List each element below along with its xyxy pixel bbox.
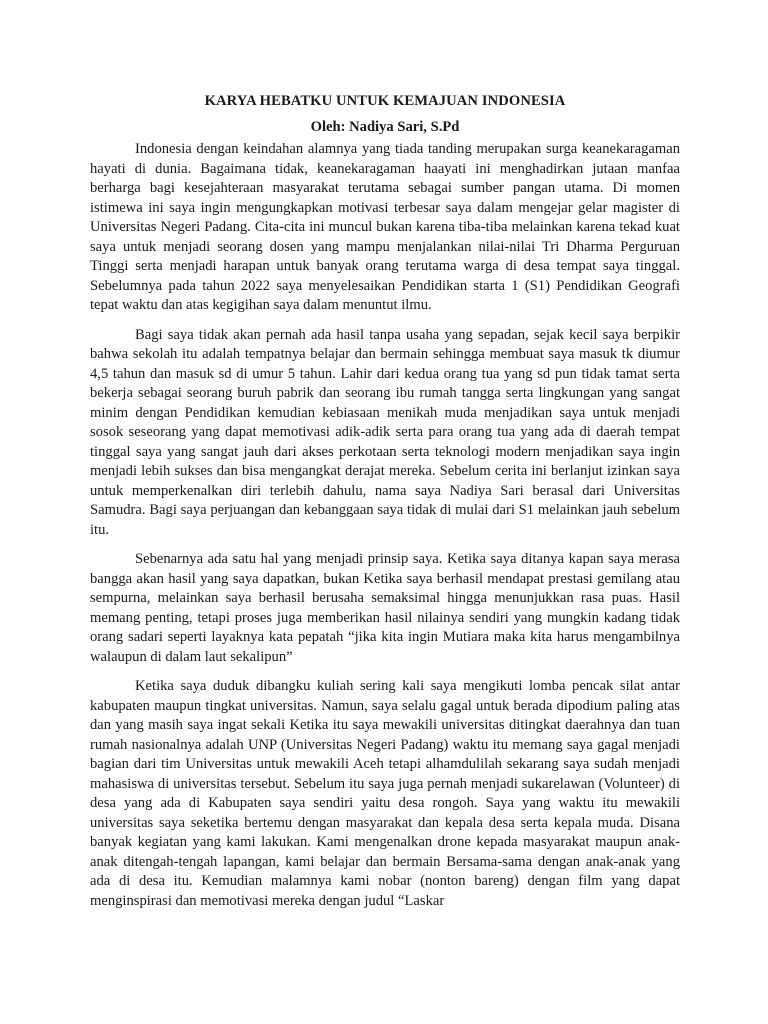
paragraph-4: Ketika saya duduk dibangku kuliah sering kali saya mengikuti lomba pencak silat antar kabupaten maupun tingkat universitas. Namun, saya selalu gagal untuk berada dipodium paling atas dan yang masih saya ingat sekali Ketika itu saya mewakili universitas ditingkat daerahnya dan tuan rumah nasionalnya adalah UNP (Universitas Negeri Padang) waktu itu memang saya gagal menjadi bagian dari tim Universitas untuk mewakili Aceh tetapi alhamdulilah sekarang saya sudah menjadi mahasiswa di universitas tersebut. Sebelum itu saya juga pernah menjadi sukarelawan (Volunteer) di desa yang ada di Kabupaten saya sendiri yaitu desa rongoh. Saya yang waktu itu mewakili universitas saya seketika bertemu dengan masyarakat dan kepala desa serta kepala muda. Disana banyak kegiatan yang kami lakukan. Kami mengenalkan drone kepada masyarakat maupun anak-anak ditengah-tengah lapangan, kami belajar dan bermain Bersama-sama dengan anak-anak yang ada di desa itu. Kemudian malamnya kami nobar (nonton bareng) dengan film yang dapat menginspirasi dan memotivasi mereka dengan judul “Laskar	[90, 678, 680, 909]
document-author: Oleh: Nadiya Sari, S.Pd	[310, 118, 460, 135]
paragraph-3: Sebenarnya ada satu hal yang menjadi prinsip saya. Ketika saya ditanya kapan saya merasa bangga akan hasil yang saya dapatkan, bukan Ketika saya berhasil mendapat prestasi gemilang atau sempurna, melainkan saya berhasil berusaha semaksimal hingga menunjukkan rasa puas. Hasil memang penting, tetapi proses juga memberikan hasil nilainya sendiri yang mungkin kadang tidak orang sadari seperti layaknya kata pepatah “jika kita ingin Mutiara maka kita harus mengambilnya walaupun di dalam laut sekalipun”	[90, 551, 680, 665]
paragraph-1: Indonesia dengan keindahan alamnya yang tiada tanding merupakan surga keanekaragaman hayati di dunia. Bagaimana tidak, keanekaragaman haayati ini menghadirkan jutaan manfaa berharga bagi kesejahteraan masyarakat terutama sebagai sumber pangan utama. Di momen istimewa ini saya ingin mengungkapkan motivasi terbesar saya dalam mengejar gelar magister di Universitas Negeri Padang. Cita-cita ini muncul bukan karena tiba-tiba melainkan karena tekad kuat saya untuk menjadi seorang dosen yang mampu menjalankan nilai-nilai Tri Dharma Perguruan Tinggi serta menjadi harapan untuk banyak orang terutama warga di desa tempat saya tinggal. Sebelumnya pada tahun 2022 saya menyelesaikan Pendidikan starta 1 (S1) Pendidikan Geografi tepat waktu dan atas kegigihan saya dalam menuntut ilmu.	[90, 141, 680, 313]
document-title: KARYA HEBATKU UNTUK KEMAJUAN INDONESIA	[204, 93, 566, 109]
document-body	[90, 92, 680, 921]
paragraph-2: Bagi saya tidak akan pernah ada hasil tanpa usaha yang sepadan, sejak kecil saya berpikir bahwa sekolah itu adalah tempatnya belajar dan bermain sehingga membuat saya masuk tk diumur 4,5 tahun dan masuk sd di umur 5 tahun. Lahir dari kedua orang tua yang sd pun tidak tamat serta bekerja sebagai seorang buruh pabrik dan seorang ibu rumah tangga serta lingkungan yang sangat minim dengan Pendidikan kemudian kebiasaan menikah muda menjadikan saya untuk menjadi sosok seseorang yang dapat memotivasi adik-adik serta para orang tua yang ada di daerah tempat tinggal saya yang sangat jauh dari akses perkotaan serta teknologi modern menjadikan saya ingin menjadi lebih sukses dan bisa mengangkat derajat mereka. Sebelum cerita ini berlanjut izinkan saya untuk memperkenalkan diri terlebih dahulu, nama saya Nadiya Sari berasal dari Universitas Samudra. Bagi saya perjuangan dan kebanggaan saya tidak di mulai dari S1 melainkan jauh sebelum itu.	[90, 326, 680, 538]
